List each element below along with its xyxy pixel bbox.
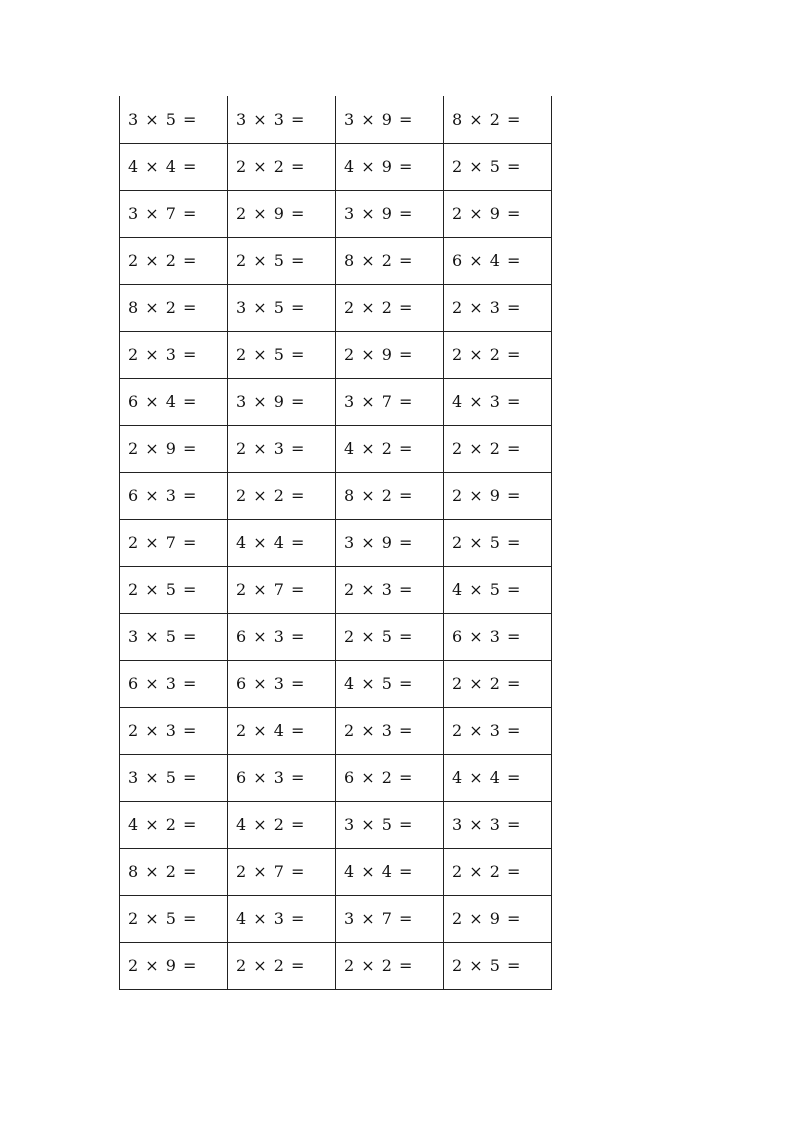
problem-cell: 2 × 2 = (444, 331, 552, 378)
table-row (120, 96, 552, 143)
problem-cell: 2 × 5 = (120, 566, 228, 613)
table-row (120, 190, 552, 237)
problem-cell: 3 × 7 = (120, 190, 228, 237)
problem-cell: 6 × 3 = (228, 660, 336, 707)
problem-cell: 2 × 2 = (444, 425, 552, 472)
problem-cell: 2 × 9 = (228, 190, 336, 237)
problem-cell: 2 × 2 = (336, 942, 444, 989)
problem-cell: 2 × 2 = (444, 848, 552, 895)
problem-cell: 3 × 9 = (228, 378, 336, 425)
problem-cell: 3 × 5 = (120, 96, 228, 143)
table-row (120, 472, 552, 519)
table-row (120, 660, 552, 707)
problem-cell: 6 × 4 = (444, 237, 552, 284)
problem-cell: 4 × 3 = (444, 378, 552, 425)
problem-cell: 6 × 3 = (120, 660, 228, 707)
problem-cell: 3 × 3 = (228, 96, 336, 143)
problem-cell: 2 × 5 = (444, 942, 552, 989)
problem-cell: 2 × 3 = (120, 707, 228, 754)
problem-cell: 2 × 3 = (444, 707, 552, 754)
worksheet-body (120, 96, 552, 989)
problem-cell: 4 × 4 = (444, 754, 552, 801)
problem-cell: 2 × 3 = (228, 425, 336, 472)
problem-cell: 2 × 2 = (336, 284, 444, 331)
problem-cell: 3 × 3 = (444, 801, 552, 848)
problem-cell: 4 × 9 = (336, 143, 444, 190)
table-row (120, 848, 552, 895)
problem-cell: 4 × 5 = (444, 566, 552, 613)
problem-cell: 2 × 5 = (228, 237, 336, 284)
problem-cell: 6 × 3 = (228, 613, 336, 660)
problem-cell: 3 × 9 = (336, 96, 444, 143)
problem-cell: 4 × 3 = (228, 895, 336, 942)
table-row (120, 942, 552, 989)
table-row (120, 378, 552, 425)
problem-cell: 3 × 7 = (336, 378, 444, 425)
problem-cell: 2 × 2 = (444, 660, 552, 707)
problem-cell: 6 × 2 = (336, 754, 444, 801)
problem-cell: 2 × 9 = (444, 472, 552, 519)
problem-cell: 2 × 3 = (120, 331, 228, 378)
problem-cell: 2 × 2 = (120, 237, 228, 284)
problem-cell: 4 × 4 = (336, 848, 444, 895)
problem-cell: 4 × 2 = (120, 801, 228, 848)
problem-cell: 3 × 9 = (336, 519, 444, 566)
problem-cell: 6 × 3 = (228, 754, 336, 801)
table-row (120, 519, 552, 566)
table-row (120, 143, 552, 190)
table-row (120, 754, 552, 801)
table-row (120, 425, 552, 472)
table-row (120, 707, 552, 754)
problem-cell: 2 × 9 = (444, 190, 552, 237)
problem-cell: 2 × 4 = (228, 707, 336, 754)
problem-cell: 8 × 2 = (444, 96, 552, 143)
problem-cell: 2 × 9 = (120, 425, 228, 472)
problem-cell: 2 × 9 = (444, 895, 552, 942)
problem-cell: 6 × 3 = (120, 472, 228, 519)
problem-cell: 4 × 4 = (120, 143, 228, 190)
problem-cell: 2 × 2 = (228, 942, 336, 989)
problem-cell: 2 × 5 = (228, 331, 336, 378)
problem-cell: 3 × 5 = (120, 754, 228, 801)
problem-cell: 6 × 4 = (120, 378, 228, 425)
table-row (120, 895, 552, 942)
table-row (120, 801, 552, 848)
problem-cell: 3 × 5 = (336, 801, 444, 848)
multiplication-worksheet-table (119, 96, 552, 990)
problem-cell: 6 × 3 = (444, 613, 552, 660)
problem-cell: 2 × 5 = (336, 613, 444, 660)
problem-cell: 4 × 2 = (228, 801, 336, 848)
problem-cell: 4 × 2 = (336, 425, 444, 472)
table-row (120, 566, 552, 613)
problem-cell: 8 × 2 = (336, 472, 444, 519)
problem-cell: 3 × 9 = (336, 190, 444, 237)
problem-cell: 8 × 2 = (120, 848, 228, 895)
problem-cell: 8 × 2 = (120, 284, 228, 331)
problem-cell: 2 × 7 = (120, 519, 228, 566)
table-row (120, 237, 552, 284)
problem-cell: 2 × 9 = (336, 331, 444, 378)
problem-cell: 2 × 5 = (120, 895, 228, 942)
problem-cell: 2 × 7 = (228, 848, 336, 895)
problem-cell: 2 × 7 = (228, 566, 336, 613)
problem-cell: 2 × 9 = (120, 942, 228, 989)
problem-cell: 4 × 4 = (228, 519, 336, 566)
problem-cell: 4 × 5 = (336, 660, 444, 707)
problem-cell: 2 × 3 = (444, 284, 552, 331)
problem-cell: 8 × 2 = (336, 237, 444, 284)
problem-cell: 3 × 5 = (228, 284, 336, 331)
table-row (120, 284, 552, 331)
problem-cell: 2 × 3 = (336, 707, 444, 754)
problem-cell: 3 × 5 = (120, 613, 228, 660)
table-row (120, 613, 552, 660)
problem-cell: 2 × 5 = (444, 519, 552, 566)
table-row (120, 331, 552, 378)
problem-cell: 3 × 7 = (336, 895, 444, 942)
problem-cell: 2 × 2 = (228, 143, 336, 190)
problem-cell: 2 × 2 = (228, 472, 336, 519)
problem-cell: 2 × 5 = (444, 143, 552, 190)
problem-cell: 2 × 3 = (336, 566, 444, 613)
